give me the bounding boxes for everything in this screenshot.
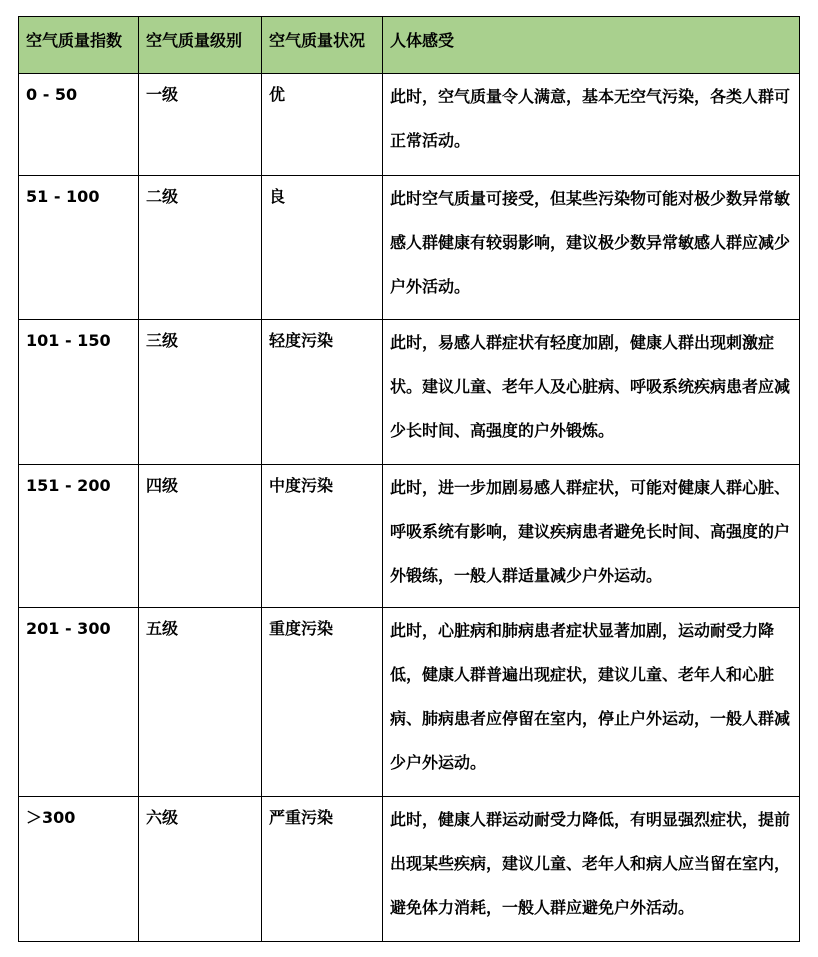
aqi-level: 二级 (139, 176, 262, 320)
header-level: 空气质量级别 (139, 17, 262, 74)
aqi-status: 中度污染 (262, 465, 383, 608)
table-row (19, 797, 800, 942)
health-feeling: 此时，健康人群运动耐受力降低，有明显强烈症状，提前出现某些疾病，建议儿童、老年人和病人应当留在室内，避免体力消耗，一般人群应避免户外活动。 (383, 797, 800, 942)
table-row (19, 74, 800, 176)
header-feeling: 人体感受 (383, 17, 800, 74)
table-row (19, 465, 800, 608)
aqi-level: 一级 (139, 74, 262, 176)
health-feeling: 此时，空气质量令人满意，基本无空气污染，各类人群可正常活动。 (383, 74, 800, 176)
aqi-status: 严重污染 (262, 797, 383, 942)
header-status: 空气质量状况 (262, 17, 383, 74)
health-feeling: 此时，心脏病和肺病患者症状显著加剧，运动耐受力降低，健康人群普遍出现症状，建议儿童、老年人和心脏病、肺病患者应停留在室内，停止户外运动，一般人群减少户外运动。 (383, 608, 800, 797)
aqi-level: 三级 (139, 320, 262, 465)
aqi-level: 六级 (139, 797, 262, 942)
aqi-status: 优 (262, 74, 383, 176)
table-row (19, 176, 800, 320)
table-row (19, 608, 800, 797)
aqi-range: 201 - 300 (19, 608, 139, 797)
aqi-level: 四级 (139, 465, 262, 608)
aqi-range: 0 - 50 (19, 74, 139, 176)
aqi-range: 151 - 200 (19, 465, 139, 608)
air-quality-table (18, 16, 800, 942)
table-row (19, 320, 800, 465)
health-feeling: 此时空气质量可接受，但某些污染物可能对极少数异常敏感人群健康有较弱影响，建议极少数异常敏感人群应减少户外活动。 (383, 176, 800, 320)
aqi-status: 重度污染 (262, 608, 383, 797)
health-feeling: 此时，进一步加剧易感人群症状，可能对健康人群心脏、呼吸系统有影响，建议疾病患者避免长时间、高强度的户外锻练，一般人群适量减少户外运动。 (383, 465, 800, 608)
aqi-status: 良 (262, 176, 383, 320)
aqi-status: 轻度污染 (262, 320, 383, 465)
health-feeling: 此时，易感人群症状有轻度加剧，健康人群出现刺激症状。建议儿童、老年人及心脏病、呼吸系统疾病患者应减少长时间、高强度的户外锻炼。 (383, 320, 800, 465)
aqi-range: 51 - 100 (19, 176, 139, 320)
aqi-range: ＞300 (19, 797, 139, 942)
aqi-range: 101 - 150 (19, 320, 139, 465)
table-header-row (19, 17, 800, 74)
aqi-level: 五级 (139, 608, 262, 797)
header-aqi: 空气质量指数 (19, 17, 139, 74)
